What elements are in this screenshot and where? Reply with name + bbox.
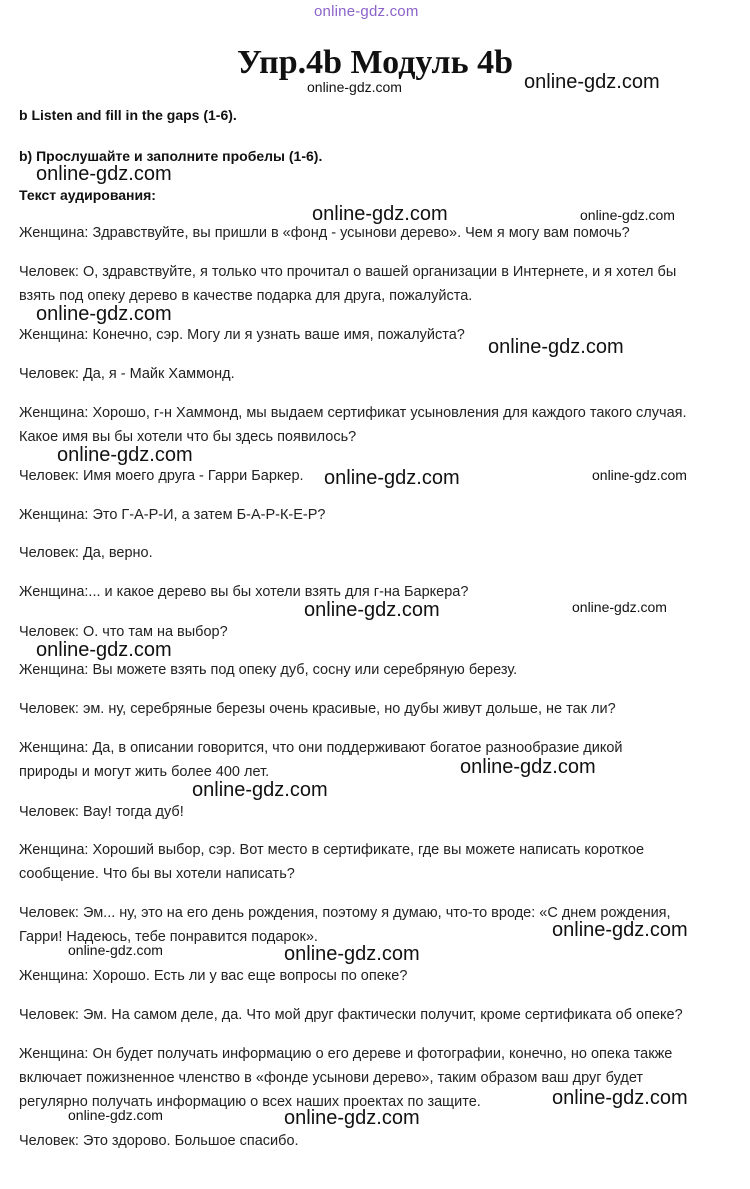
watermark: online-gdz.com	[580, 207, 675, 223]
transcript-line: Человек: эм. ну, серебряные березы очень красивые, но дубы живут дольше, не так ли?	[19, 701, 616, 717]
transcript-line: Человек: Имя моего друга - Гарри Баркер.	[19, 468, 304, 484]
transcript-line: Человек: Вау! тогда дуб!	[19, 804, 184, 820]
transcript-line: Женщина: Хорошо, г-н Хаммонд, мы выдаем сертификат усыновления для каждого такого случая.	[19, 405, 687, 421]
transcript-line: Какое имя вы бы хотели что бы здесь появилось?	[19, 429, 357, 445]
transcript-line: Женщина: Это Г-А-Р-И, а затем Б-А-Р-К-Е-Р?	[19, 507, 326, 523]
transcript-line: Женщина:... и какое дерево вы бы хотели взять для г-на Баркера?	[19, 584, 469, 600]
watermark: online-gdz.com	[307, 79, 402, 95]
watermark: online-gdz.com	[552, 1087, 688, 1109]
transcript-line: Человек: О, здравствуйте, я только что прочитал о вашей организации в Интернете, и я хотел бы	[19, 264, 677, 280]
transcript-line: Гарри! Надеюсь, тебе понравится подарок».	[19, 929, 318, 945]
transcript-line: Человек: Эм. На самом деле, да. Что мой друг фактически получит, кроме сертификата об опеке?	[19, 1007, 683, 1023]
transcript-line: Человек: Эм... ну, это на его день рождения, поэтому я думаю, что-то вроде: «С днем рождения,	[19, 905, 671, 921]
watermark: online-gdz.com	[192, 779, 328, 801]
watermark: online-gdz.com	[572, 599, 667, 615]
transcript-line: природы и могут жить более 400 лет.	[19, 764, 270, 780]
watermark: online-gdz.com	[36, 163, 172, 185]
watermark: online-gdz.com	[460, 756, 596, 778]
watermark: online-gdz.com	[68, 1107, 163, 1123]
header-watermark: online-gdz.com	[314, 3, 419, 20]
watermark: online-gdz.com	[36, 639, 172, 661]
transcript-line: взять под опеку дерево в качестве подарка для друга, пожалуйста.	[19, 288, 473, 304]
transcript-line: Женщина: Он будет получать информацию о его дереве и фотографии, конечно, но опека также	[19, 1046, 673, 1062]
transcript-line: Женщина: Хороший выбор, сэр. Вот место в сертификате, где вы можете написать короткое	[19, 842, 645, 858]
instruction-en: b Listen and fill in the gaps (1-6).	[19, 107, 237, 123]
watermark: online-gdz.com	[552, 919, 688, 941]
transcript-line: Женщина: Здравствуйте, вы пришли в «фонд - усынови дерево». Чем я могу вам помочь?	[19, 225, 630, 241]
transcript-line: включает пожизненное членство в «фонде усынови дерево», таким образом ваш друг будет	[19, 1070, 644, 1086]
transcript-line: Человек: Это здорово. Большое спасибо.	[19, 1133, 299, 1149]
watermark: online-gdz.com	[284, 1107, 420, 1129]
watermark: online-gdz.com	[524, 71, 660, 93]
watermark: online-gdz.com	[57, 444, 193, 466]
transcript-line: сообщение. Что бы вы хотели написать?	[19, 866, 295, 882]
transcript-line: Женщина: Вы можете взять под опеку дуб, сосну или серебряную березу.	[19, 662, 518, 678]
watermark: online-gdz.com	[304, 599, 440, 621]
transcript-line: Женщина: Хорошо. Есть ли у вас еще вопросы по опеке?	[19, 968, 408, 984]
watermark: online-gdz.com	[68, 942, 163, 958]
watermark: online-gdz.com	[36, 303, 172, 325]
watermark: online-gdz.com	[312, 203, 448, 225]
transcript-line: Человек: О. что там на выбор?	[19, 624, 228, 640]
page-title: Упр.4b Модуль 4b	[236, 44, 514, 81]
watermark: online-gdz.com	[324, 467, 460, 489]
watermark: online-gdz.com	[592, 467, 687, 483]
transcript-line: Женщина: Да, в описании говорится, что они поддерживают богатое разнообразие дикой	[19, 740, 623, 756]
transcript-line: Человек: Да, я - Майк Хаммонд.	[19, 366, 235, 382]
instruction-ru: b) Прослушайте и заполните пробелы (1-6).	[19, 148, 323, 164]
watermark: online-gdz.com	[284, 943, 420, 965]
watermark: online-gdz.com	[488, 336, 624, 358]
transcript-line: Женщина: Конечно, сэр. Могу ли я узнать ваше имя, пожалуйста?	[19, 327, 465, 343]
transcript-line: регулярно получать информацию о всех наших проектах по защите.	[19, 1094, 481, 1110]
transcript-line: Человек: Да, верно.	[19, 545, 153, 561]
transcript-heading: Текст аудирования:	[19, 187, 156, 203]
